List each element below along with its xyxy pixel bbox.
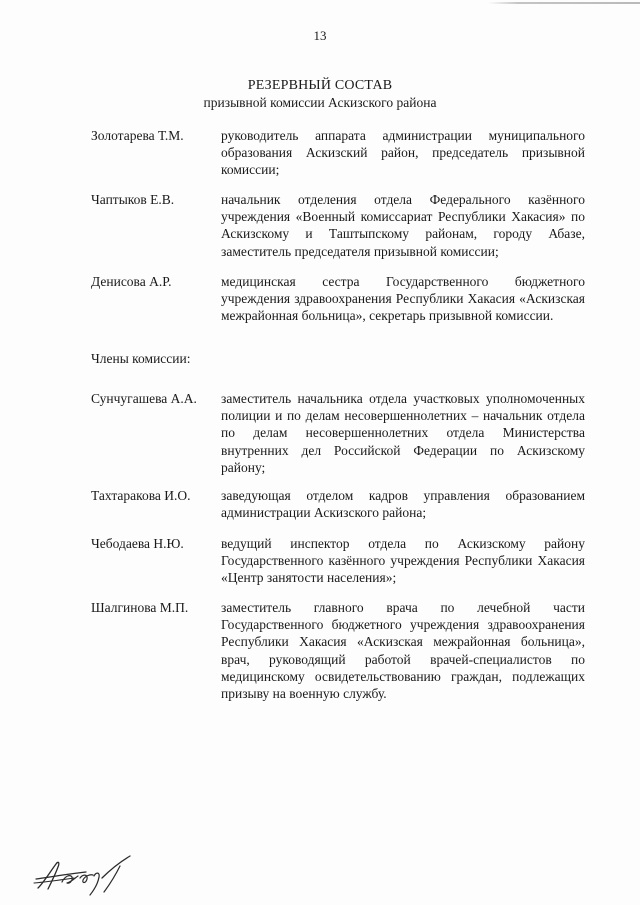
person-name: Чаптыков Е.В.: [91, 192, 175, 207]
person-name: Сунчугашева А.А.: [91, 391, 197, 406]
page-number: 13: [313, 28, 327, 43]
handwritten-signature-icon: [30, 852, 150, 897]
person-name: Золотарева Т.М.: [91, 128, 184, 143]
person-name: Тахтаракова И.О.: [91, 488, 191, 503]
scan-artifact-line: [488, 2, 640, 4]
document-title: РЕЗЕРВНЫЙ СОСТАВ: [247, 78, 393, 93]
person-name: Чебодаева Н.Ю.: [91, 536, 184, 551]
person-role: заместитель главного врача по лечебной части Государственного бюджетного учреждения здравоохранения Республики Хакасия «Аскизская межрайонная больница», врач, руководящий работой врачей-специалистов по медицинскому освидетельствованию граждан, подлежащих призыву на военную службу.: [221, 600, 585, 702]
person-role: ведущий инспектор отдела по Аскизскому району Государственного казённого учреждения Республики Хакасия «Центр занятости населения»;: [221, 536, 585, 586]
person-name: Шалгинова М.П.: [91, 600, 189, 615]
document-subtitle: призывной комиссии Аскизского района: [203, 95, 437, 110]
person-role: медицинская сестра Государственного бюджетного учреждения здравоохранения Республики Хакасия «Аскизская межрайонная больница», секретарь призывной комиссии.: [221, 274, 585, 324]
members-heading: Члены комиссии:: [91, 351, 191, 366]
person-role: руководитель аппарата администрации муниципального образования Аскизский район, председатель призывной комиссии;: [221, 128, 585, 178]
person-name: Денисова А.Р.: [91, 274, 172, 289]
person-role: заведующая отделом кадров управления образованием администрации Аскизского района;: [221, 488, 585, 521]
person-role: заместитель начальника отдела участковых уполномоченных полиции и по делам несовершеннолетних – начальник отдела по делам несовершеннолетних отдела Министерства внутренних дел Российской Федерации по Аскизскому району;: [221, 391, 585, 475]
person-role: начальник отделения отдела Федерального казённого учреждения «Военный комиссариат Республики Хакасия» по Аскизскому и Таштыпскому районам, городу Абазе, заместитель председателя призывной комиссии;: [221, 192, 585, 259]
